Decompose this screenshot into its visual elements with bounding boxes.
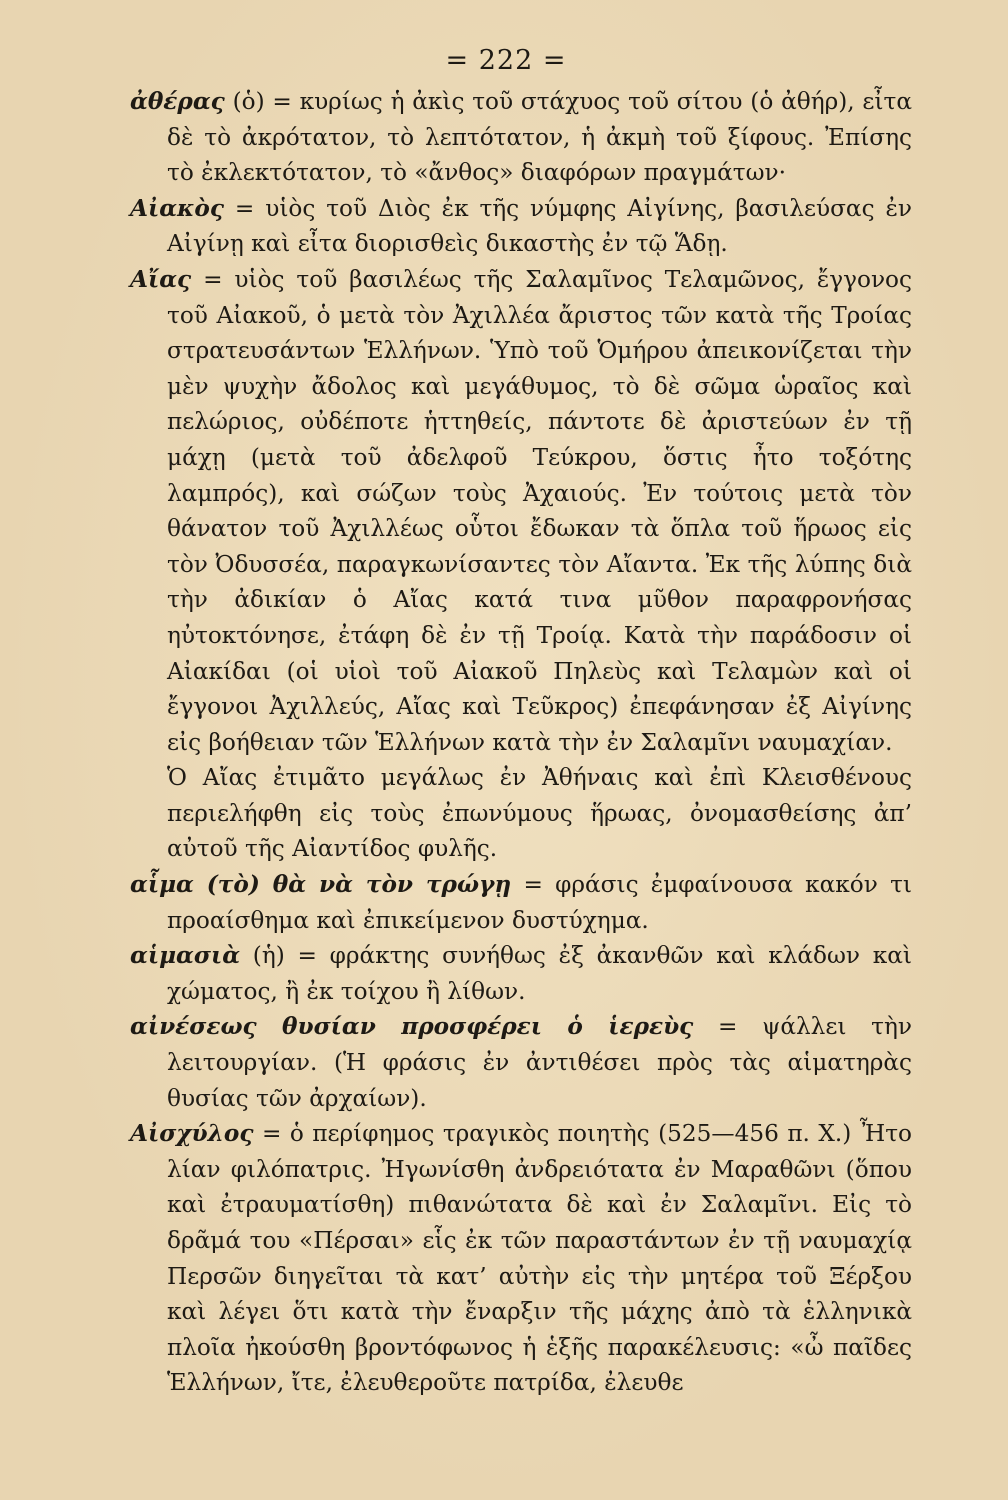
entry-term: αἱμασιὰ [130, 942, 241, 970]
entry-term: Αἴας [130, 265, 192, 293]
entry-aias-continuation: Ὁ Αἴας ἐτιμᾶτο μεγάλως ἐν Ἀθήναις καὶ ἐπὶ Κλεισθένους περιελήφθη εἰς τοὺς ἐπωνύμους ἥρωας, ὀνομασθείσης ἀπ’ αὐτοῦ τῆς Αἰαντίδος φυλῆς. [167, 764, 912, 863]
entry-term: Αἰακὸς [130, 194, 225, 222]
entry-definition: = υἱὸς τοῦ Διὸς ἐκ τῆς νύμφης Αἰγίνης, βασιλεύσας ἐν Αἰγίνῃ καὶ εἶτα διορισθεὶς δικαστὴς ἐν τῷ Ἅδῃ. [167, 194, 912, 258]
entry-aiakos [130, 191, 912, 262]
entry-aias [130, 262, 912, 760]
entry-term: Αἰσχύλος [130, 1120, 254, 1148]
entry-definition: = υἱὸς τοῦ βασιλέως τῆς Σαλαμῖνος Τελαμῶνος, ἔγγονος τοῦ Αἰακοῦ, ὁ μετὰ τὸν Ἀχιλλέα ἄριστος τῶν κατὰ τῆς Τροίας στρατευσάντων Ἑλλήνων. Ὑπὸ τοῦ Ὁμήρου ἀπεικονίζεται τὴν μὲν ψυχὴν ἄδολος καὶ μεγάθυμος, τὸ δὲ σῶμα ὡραῖος καὶ πελώριος, οὐδέποτε ἡττηθείς, πάντοτε δὲ ἀριστεύων ἐν τῇ μάχῃ (μετὰ τοῦ ἀδελφοῦ Τεύκρου, ὅστις ἦτο τοξότης λαμπρός), καὶ σώζων τοὺς Ἀχαιούς. Ἐν τούτοις μετὰ τὸν θάνατον τοῦ Ἀχιλλέως οὗτοι ἔδωκαν τὰ ὅπλα τοῦ ἥρωος εἰς τὸν Ὀδυσσέα, παραγκωνίσαντες τὸν Αἴαντα. Ἐκ τῆς λύπης διὰ τὴν ἀδικίαν ὁ Αἴας κατά τινα μῦθον παραφρονήσας ηὐτοκτόνησε, ἐτάφη δὲ ἐν τῇ Τροίᾳ. Κατὰ τὴν παράδοσιν οἱ Αἰακίδαι (οἱ υἱοὶ τοῦ Αἰακοῦ Πηλεὺς καὶ Τελαμὼν καὶ οἱ ἔγγονοι Ἀχιλλεύς, Αἴας καὶ Τεῦκρος) ἐπεφάνησαν ἐξ Αἰγίνης εἰς βοήθειαν τῶν Ἑλλήνων κατὰ τὴν ἐν Σαλαμῖνι ναυμαχίαν. [167, 265, 912, 756]
entry-definition: = ψάλλει τὴν λειτουργίαν. (Ἡ φράσις ἐν ἀντιθέσει πρὸς τὰς αἱματηρὰς θυσίας τῶν ἀρχαίων). [167, 1013, 912, 1112]
entry-term: αἰνέσεως θυσίαν προσφέρει ὁ ἱερεὺς [130, 1013, 694, 1041]
entry-definition: (ἡ) = φράκτης συνήθως ἐξ ἀκανθῶν καὶ κλάδων καὶ χώματος, ἢ ἐκ τοίχου ἢ λίθων. [167, 942, 912, 1005]
entry-term: ἀθέρας [130, 88, 225, 115]
entry-term: αἷμα (τὸ) θὰ νὰ τὸν τρώγῃ [130, 871, 512, 899]
entry-aischylos [130, 1116, 912, 1401]
dictionary-entries [130, 84, 912, 1401]
entry-definition: = ὁ περίφημος τραγικὸς ποιητὴς (525—456 π. Χ.) Ἦτο λίαν φιλόπατρις. Ἠγωνίσθη ἀνδρειότατα ἐν Μαραθῶνι (ὅπου καὶ ἐτραυματίσθη) πιθανώτατα δὲ καὶ ἐν Σαλαμῖνι. Εἰς τὸ δρᾶμά του «Πέρσαι» εἷς ἐκ τῶν παραστάντων ἐν τῇ ναυμαχίᾳ Περσῶν διηγεῖται τὰ κατ’ αὐτὴν εἰς τὴν μητέρα τοῦ Ξέρξου καὶ λέγει ὅτι κατὰ τὴν ἔναρξιν τῆς μάχης ἀπὸ τὰ ἑλληνικὰ πλοῖα ἠκούσθη βροντόφωνος ἡ ἑξῆς παρακέλευσις: «ὦ παῖδες Ἑλλήνων, ἴτε, ἐλευθεροῦτε πατρίδα, ἐλευθε [167, 1120, 912, 1397]
entry-aima [130, 867, 912, 938]
entry-definition: (ὁ) = κυρίως ἡ ἀκὶς τοῦ στάχυος τοῦ σίτου (ὁ ἀθήρ), εἶτα δὲ τὸ ἀκρότατον, τὸ λεπτότατον, ἡ ἀκμὴ τοῦ ξίφους. Ἐπίσης τὸ ἐκλεκτότατον, τὸ «ἄνθος» διαφόρων πραγμάτων· [167, 88, 912, 187]
page-number: = 222 = [445, 45, 567, 76]
entry-atheras [130, 84, 912, 191]
entry-aineseos [130, 1009, 912, 1116]
entry-definition: = φράσις ἐμφαίνουσα κακόν τι προαίσθημα καὶ ἐπικείμενον δυστύχημα. [167, 871, 913, 934]
entry-aimasia [130, 938, 912, 1009]
